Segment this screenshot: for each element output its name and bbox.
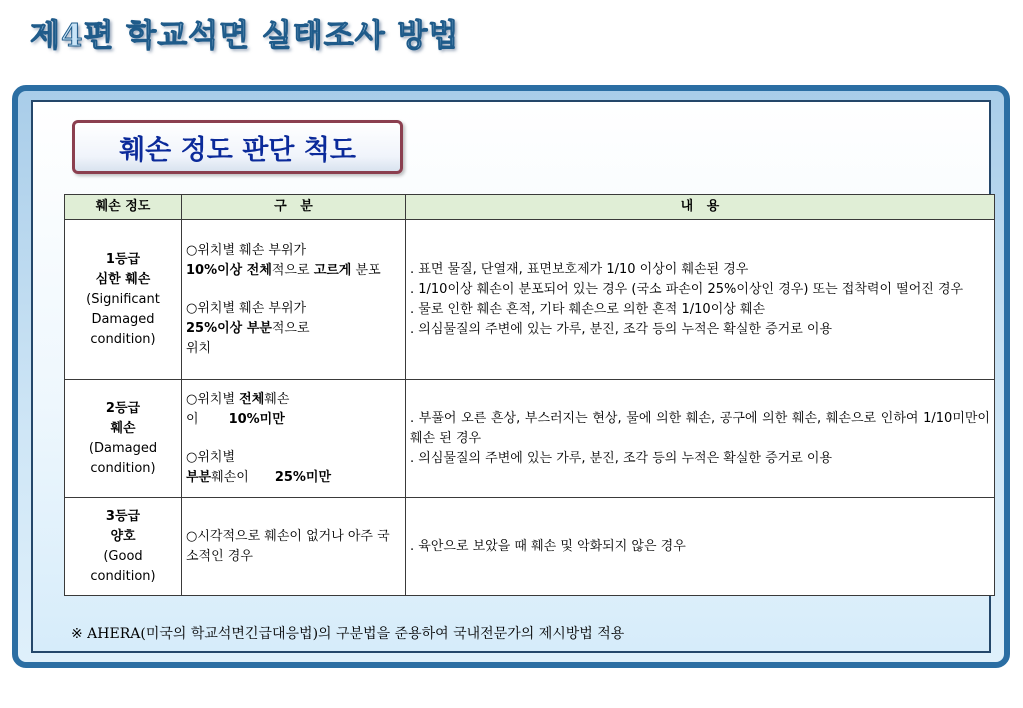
grade-english: Damaged: [91, 311, 155, 327]
table-header-row: [65, 195, 995, 220]
grade-name: 훼손: [110, 420, 136, 436]
grade-english: condition): [90, 331, 156, 347]
content-line: . 1/10이상 훼손이 분포되어 있는 경우 (국소 파손이 25%이상인 경우) 또는 접착력이 떨어진 경우: [410, 281, 964, 297]
grade-cell: [65, 380, 182, 498]
content-line: . 의심물질의 주변에 있는 가루, 분진, 조각 등의 누적은 확실한 증거로 이용: [410, 450, 833, 466]
category-text: 10%이상 전체적으로 고르게 분포: [186, 262, 381, 278]
category-cell: [182, 380, 406, 498]
grade-english: condition): [90, 460, 156, 476]
damage-scale-table: [64, 194, 995, 596]
category-text: 부분훼손이 25%미만: [186, 469, 332, 485]
category-text: ○위치별 전체훼손: [186, 391, 290, 407]
category-cell: [182, 220, 406, 380]
header-damage-level: 훼손 정도: [65, 195, 182, 220]
section-subtitle: 훼손 정도 판단 척도: [72, 120, 403, 174]
content-line: . 의심물질의 주변에 있는 가루, 분진, 조각 등의 누적은 확실한 증거로 이용: [410, 321, 833, 337]
table-row: [65, 380, 995, 498]
grade-english: condition): [90, 568, 156, 584]
content-line: . 물로 인한 훼손 흔적, 기타 훼손으로 의한 흔적 1/10이상 훼손: [410, 301, 766, 317]
content-line: . 표면 물질, 단열재, 표면보호제가 1/10 이상이 훼손된 경우: [410, 261, 749, 277]
category-text: ○시각적으로 훼손이 없거나 아주 국소적인 경우: [186, 528, 390, 564]
grade-name: 양호: [110, 528, 136, 544]
category-text: 25%이상 부분적으로: [186, 320, 310, 336]
category-text: ○위치별 훼손 부위가: [186, 300, 307, 316]
content-line: . 부풀어 오른 흔상, 부스러지는 현상, 물에 의한 훼손, 공구에 의한 훼손, 훼손으로 인하여 1/10미만이 훼손 된 경우: [410, 410, 990, 446]
table-row: [65, 220, 995, 380]
grade-cell: [65, 220, 182, 380]
grade-name: 심한 훼손: [95, 271, 151, 287]
content-panel: [31, 100, 991, 653]
content-cell: [406, 220, 995, 380]
header-category: 구 분: [182, 195, 406, 220]
category-text: 이 10%미만: [186, 411, 285, 427]
category-text: ○위치별: [186, 449, 236, 465]
grade-cell: [65, 498, 182, 596]
category-text: ○위치별 훼손 부위가: [186, 242, 307, 258]
slide-title: 제4편 학교석면 실태조사 방법: [30, 18, 460, 54]
category-text: 위치: [186, 340, 212, 356]
grade-level: 3등급: [105, 508, 141, 524]
header-content: 내 용: [406, 195, 995, 220]
content-cell: [406, 380, 995, 498]
grade-level: 1등급: [105, 251, 141, 267]
footnote: ※ AHERA(미국의 학교석면긴급대응법)의 구분법을 준용하여 국내전문가의 제시방법 적용: [71, 626, 625, 642]
content-line: . 육안으로 보았을 때 훼손 및 악화되지 않은 경우: [410, 538, 686, 554]
grade-english: (Good: [103, 548, 143, 564]
grade-english: (Damaged: [88, 440, 158, 456]
grade-level: 2등급: [105, 400, 141, 416]
grade-english: (Significant: [86, 291, 160, 307]
content-frame: [12, 85, 1010, 668]
content-cell: [406, 498, 995, 596]
category-cell: [182, 498, 406, 596]
table-row: [65, 498, 995, 596]
